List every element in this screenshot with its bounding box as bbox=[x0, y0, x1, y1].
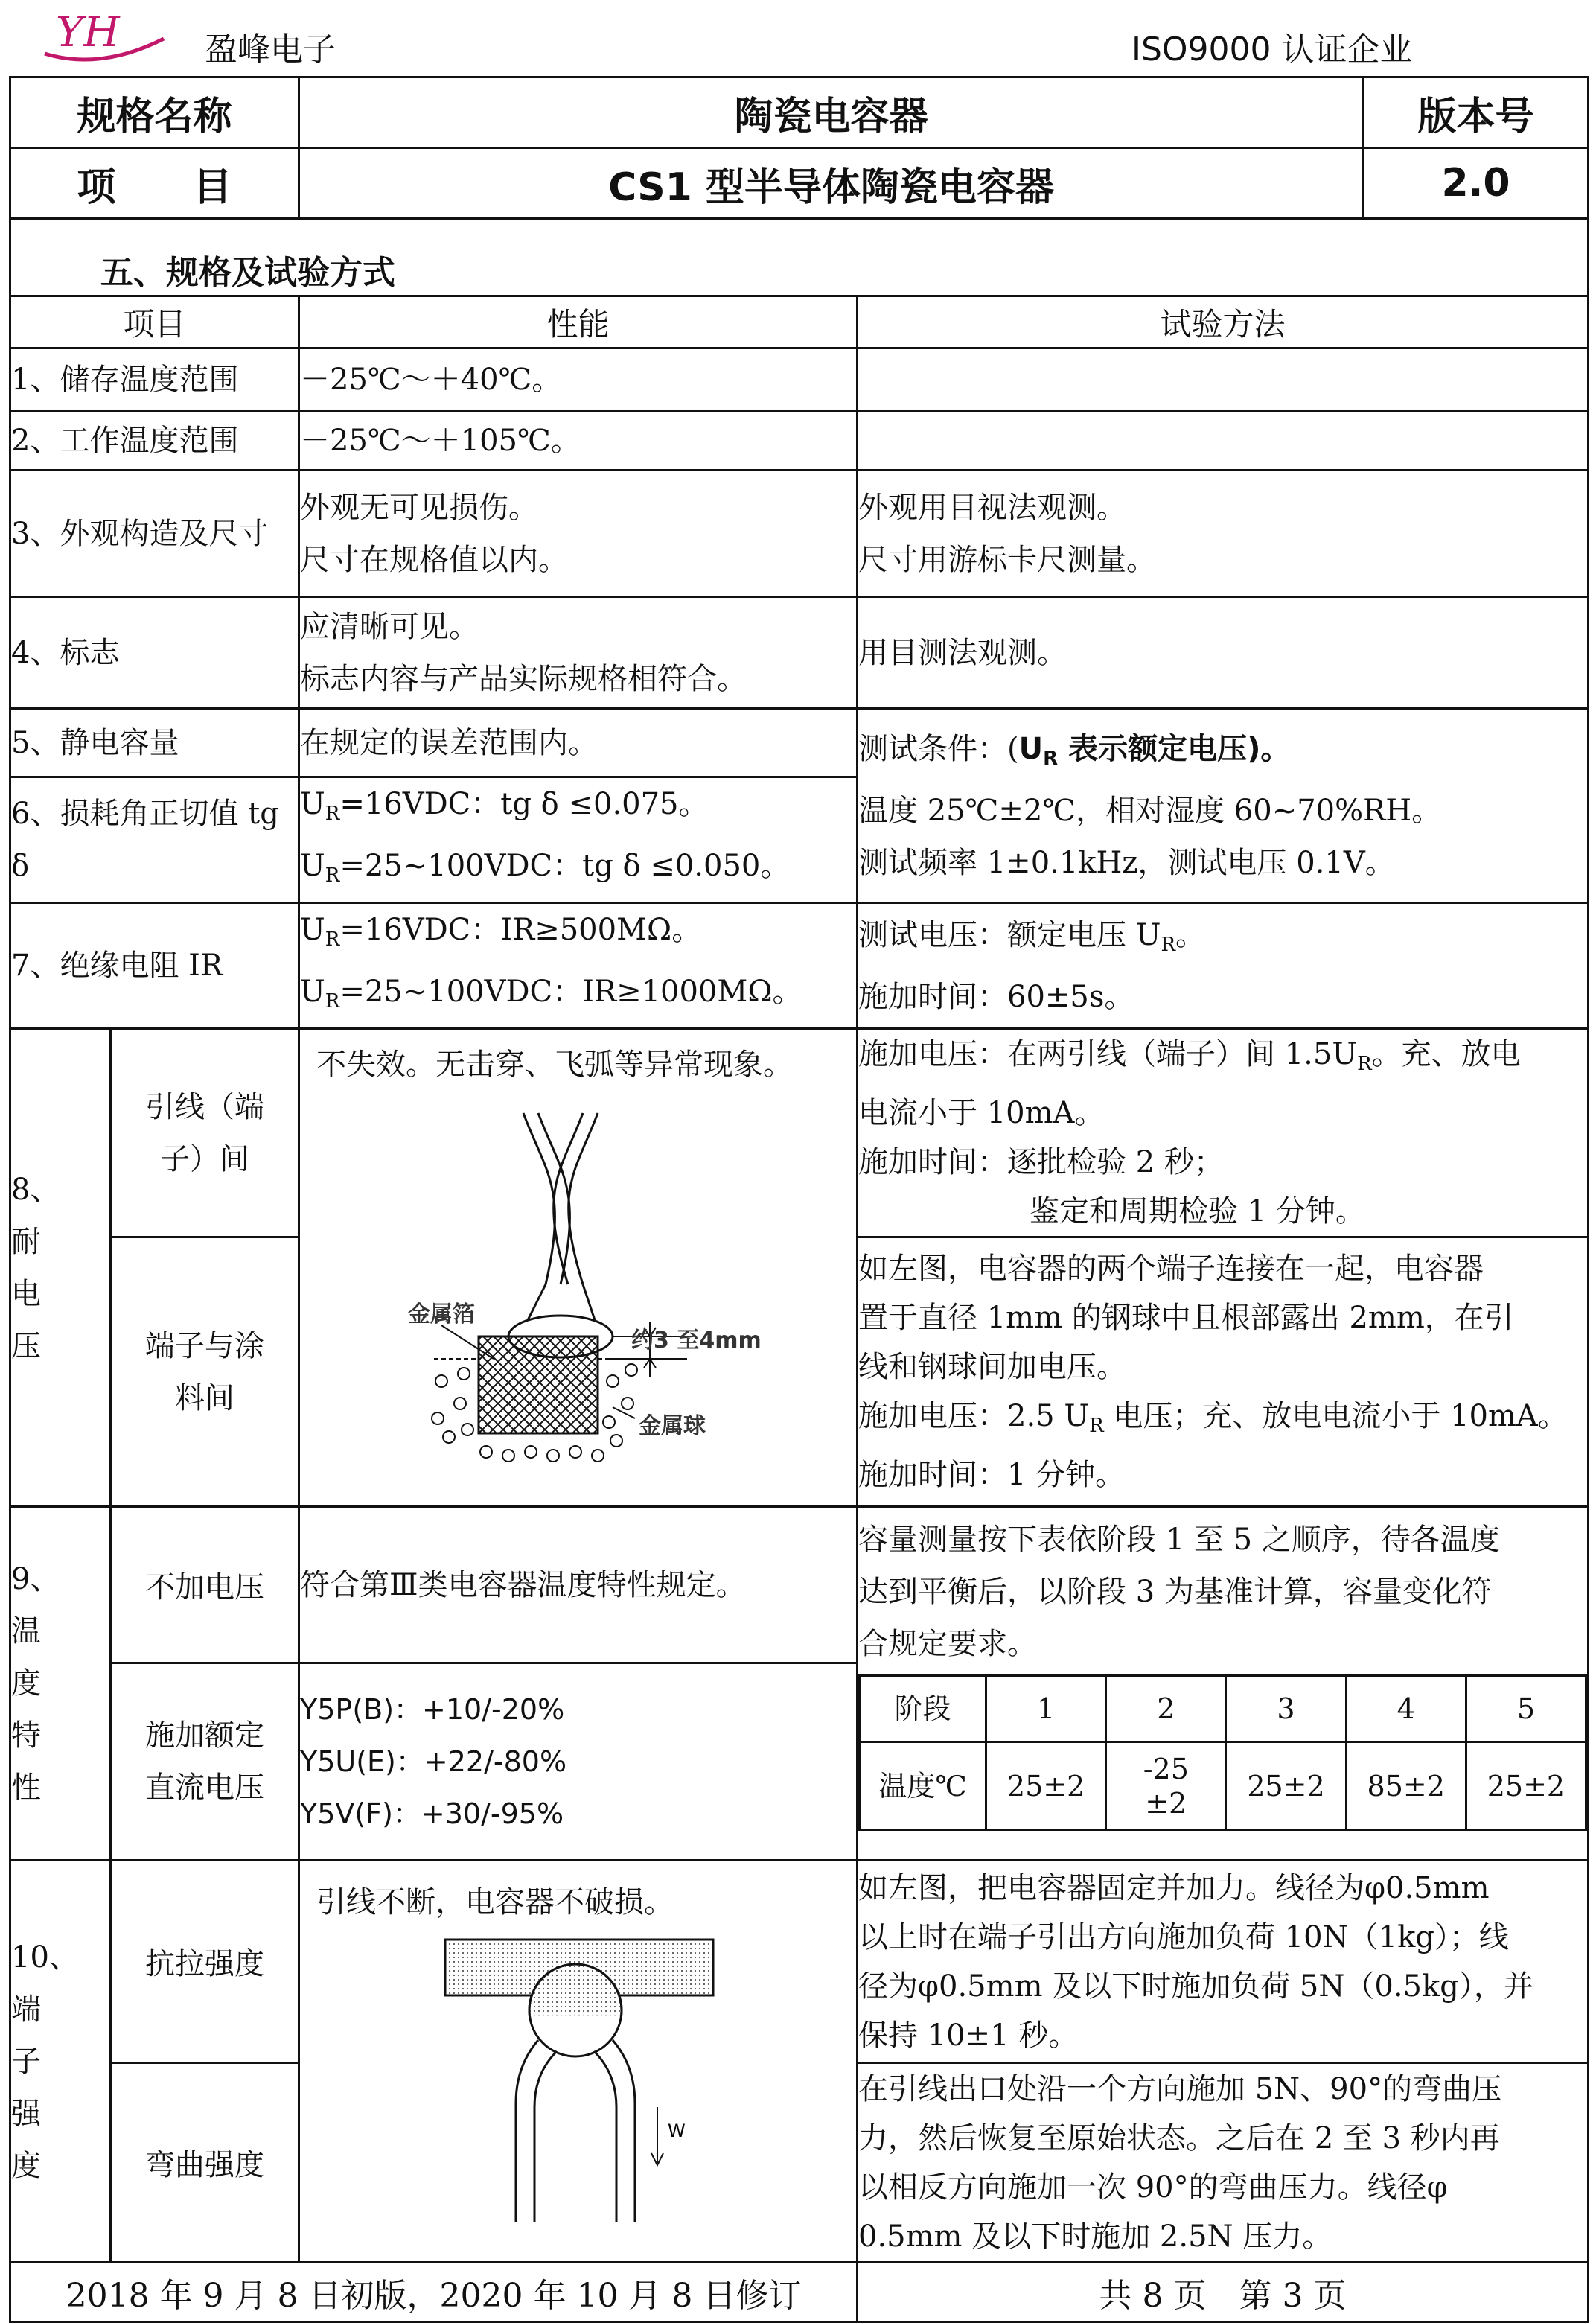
row9-performance2: Y5P(B)：+10/-20% Y5U(E)：+22/-80% Y5V(F)：+30/-95% bbox=[299, 1663, 858, 1861]
spec-table bbox=[9, 76, 1589, 2323]
row10-method1: 如左图，把电容器固定并加力。线径为φ0.5mm 以上时在端子引出方向施加负荷 10N（1kg）；线 径为φ0.5mm 及以下时施加负荷 5N（0.5kg），并 保持 10±1 秒。 bbox=[858, 1861, 1589, 2063]
row8-performance: 不失效。无击穿、飞弧等异常现象。 金属箔 约3 至4mm 金属球 bbox=[299, 1029, 858, 1507]
footer-page: 共 8 页 第 3 页 bbox=[858, 2263, 1589, 2322]
row1-item: 1、储存温度范围 bbox=[10, 348, 299, 411]
row9-sub1-label: 不加电压 bbox=[111, 1507, 299, 1663]
stage-3: 3 bbox=[1226, 1676, 1346, 1742]
col-header-performance: 性能 bbox=[299, 296, 858, 348]
company-logo bbox=[41, 7, 171, 71]
item-value: CS1 型半导体陶瓷电容器 bbox=[299, 148, 1364, 219]
row7-performance: $U_R=16VDC$：IR≥500MΩ。 $U_R=25\sim 100VDC$：IR≥1000MΩ。 bbox=[299, 903, 858, 1029]
spec-name-value: 陶瓷电容器 bbox=[299, 77, 1364, 148]
iso-cert: ISO9000 认证企业 bbox=[1131, 31, 1413, 68]
row7-item: 7、绝缘电阻 IR bbox=[10, 903, 299, 1029]
row10-sub1-label: 抗拉强度 bbox=[111, 1861, 299, 2063]
label-force-w: W bbox=[668, 2120, 686, 2141]
row8-method2: 如左图，电容器的两个端子连接在一起，电容器 置于直径 1mm 的钢球中且根部露出 2mm，在引 线和钢球间加电压。 施加电压：2.5 $U_R$ 电压；充、放电电流小于 10mA。 施加时间：1 分钟。 bbox=[858, 1237, 1589, 1507]
row3-performance: 外观无可见损伤。 尺寸在规格值以内。 bbox=[299, 471, 858, 597]
stage-label: 阶段 bbox=[860, 1676, 986, 1742]
spec-name-label: 规格名称 bbox=[10, 77, 299, 148]
row2-item: 2、工作温度范围 bbox=[10, 411, 299, 471]
row3-method: 外观用目视法观测。 尺寸用游标卡尺测量。 bbox=[858, 471, 1589, 597]
stage-table bbox=[858, 1674, 1587, 1831]
temp-3: 25±2 bbox=[1226, 1742, 1346, 1830]
row7-method: 测试电压：额定电压 $U_R$。 施加时间：60±5s。 bbox=[858, 903, 1589, 1029]
col-header-method: 试验方法 bbox=[858, 296, 1589, 348]
row9-sub2-label: 施加额定 直流电压 bbox=[111, 1663, 299, 1861]
row5-performance: 在规定的误差范围内。 bbox=[299, 709, 858, 777]
temp-2: -25 ±2 bbox=[1106, 1742, 1226, 1830]
row4-performance: 应清晰可见。 标志内容与产品实际规格相符合。 bbox=[299, 597, 858, 709]
temp-label: 温度℃ bbox=[860, 1742, 986, 1830]
row2-method bbox=[858, 411, 1589, 471]
temp-5: 25±2 bbox=[1466, 1742, 1586, 1830]
stage-2: 2 bbox=[1106, 1676, 1226, 1742]
section-title: 五、规格及试验方式 bbox=[10, 219, 1589, 296]
label-metal-ball: 金属球 bbox=[639, 1413, 706, 1439]
stage-1: 1 bbox=[986, 1676, 1106, 1742]
version-label: 版本号 bbox=[1364, 77, 1589, 148]
stage-4: 4 bbox=[1346, 1676, 1466, 1742]
row10-group-label: 10、 端 子 强 度 bbox=[10, 1861, 111, 2263]
row8-sub1-label: 引线（端 子）间 bbox=[111, 1029, 299, 1237]
temp-1: 25±2 bbox=[986, 1742, 1106, 1830]
label-metal-foil: 金属箔 bbox=[408, 1301, 476, 1328]
withstand-voltage-figure bbox=[300, 1091, 858, 1470]
row8-group-label: 8、 耐 电 压 bbox=[10, 1029, 111, 1507]
item-label: 项 目 bbox=[10, 148, 299, 219]
label-dimension: 约3 至4mm bbox=[631, 1328, 762, 1354]
footer-date: 2018 年 9 月 8 日初版，2020 年 10 月 8 日修订 bbox=[10, 2263, 858, 2322]
stage-5: 5 bbox=[1466, 1676, 1586, 1742]
temp-4: 85±2 bbox=[1346, 1742, 1466, 1830]
row1-performance: －25℃～＋40℃。 bbox=[299, 348, 858, 411]
row9-method: 容量测量按下表依阶段 1 至 5 之顺序，待各温度 达到平衡后，以阶段 3 为基准计算，容量变化符 合规定要求。 阶段 1 2 3 4 5 温度℃ 25±2 -25 ±2 25±2 85±2 25±2 bbox=[858, 1507, 1589, 1861]
col-header-item: 项目 bbox=[10, 296, 299, 348]
row6-item: 6、损耗角正切值 tg δ bbox=[10, 777, 299, 903]
row4-method: 用目测法观测。 bbox=[858, 597, 1589, 709]
row2-performance: －25℃～＋105℃。 bbox=[299, 411, 858, 471]
row5-6-method: 测试条件：($U_R$ 表示额定电压)。 温度 25℃±2℃，相对湿度 60~70%RH。 测试频率 1±0.1kHz，测试电压 0.1V。 bbox=[858, 709, 1589, 903]
row8-method1: 施加电压：在两引线（端子）间 $1.5U_R$。充、放电 电流小于 10mA。 施加时间：逐批检验 2 秒； 鉴定和周期检验 1 分钟。 bbox=[858, 1029, 1589, 1237]
row3-item: 3、外观构造及尺寸 bbox=[10, 471, 299, 597]
row4-item: 4、标志 bbox=[10, 597, 299, 709]
row10-performance: 引线不断，电容器不破损。 W bbox=[299, 1861, 858, 2263]
row1-method bbox=[858, 348, 1589, 411]
company-name: 盈峰电子 bbox=[205, 31, 336, 68]
row6-performance: $U_R=16VDC$：tg δ ≤0.075。 $U_R=25\sim 100VDC$：tg δ ≤0.050。 bbox=[299, 777, 858, 903]
row10-method2: 在引线出口处沿一个方向施加 5N、90°的弯曲压 力，然后恢复至原始状态。之后在 2 至 3 秒内再 以相反方向施加一次 90°的弯曲压力。线径φ 0.5mm 及以下时施加 2.5N 压力。 bbox=[858, 2063, 1589, 2263]
terminal-strength-figure bbox=[300, 1928, 858, 2234]
version-value: 2.0 bbox=[1364, 148, 1589, 219]
row9-performance1: 符合第Ⅲ类电容器温度特性规定。 bbox=[299, 1507, 858, 1663]
row10-sub2-label: 弯曲强度 bbox=[111, 2063, 299, 2263]
row9-group-label: 9、 温 度 特 性 bbox=[10, 1507, 111, 1861]
svg-text:YH: YH bbox=[56, 8, 120, 57]
row8-sub2-label: 端子与涂 料间 bbox=[111, 1237, 299, 1507]
row5-item: 5、静电容量 bbox=[10, 709, 299, 777]
